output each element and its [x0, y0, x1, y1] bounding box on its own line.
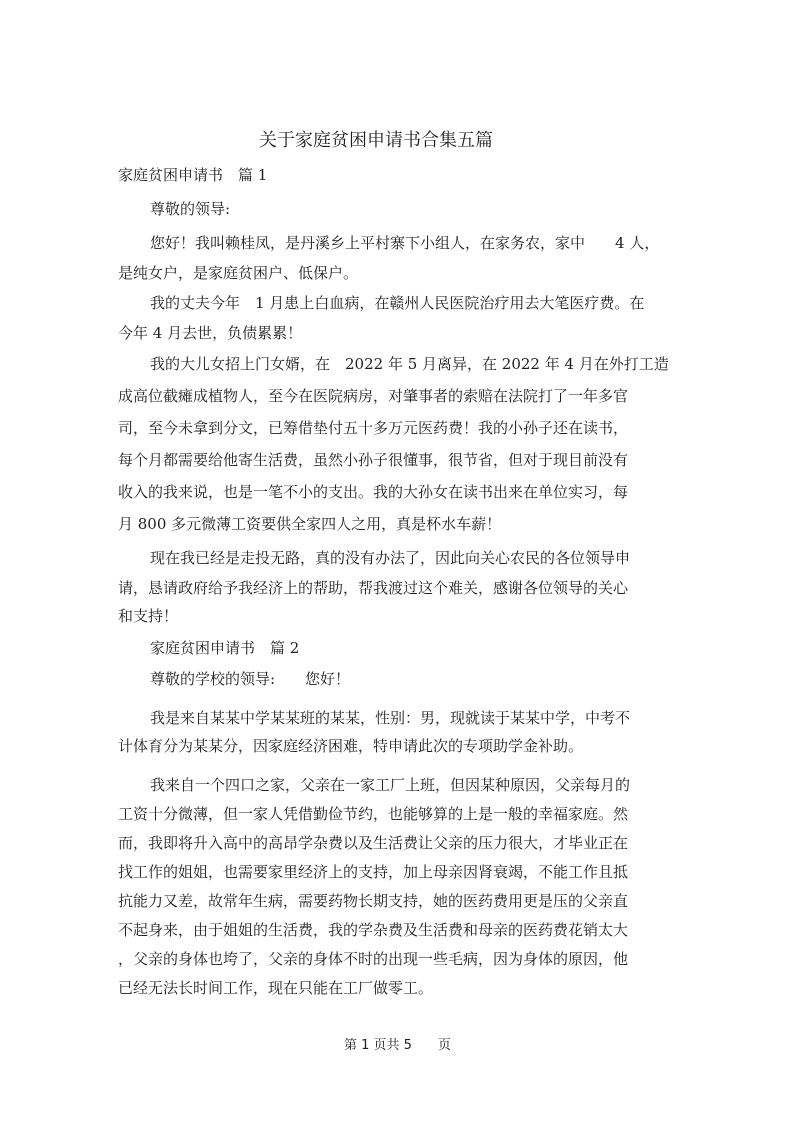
paragraph-line: 找工作的姐姐，也需要家里经济上的支持，加上母亲因肾衰竭，不能工作且抵: [118, 863, 629, 881]
paragraph-line: 是纯女户，是家庭贫困户、低保户。: [118, 264, 359, 282]
paragraph-line: 请，恳请政府给予我经济上的帮助，帮我渡过这个难关，感谢各位领导的关心: [118, 579, 629, 597]
paragraph-line: 成高位截瘫成植物人，至今在医院病房，对肇事者的索赔在法院打了一年多官: [118, 387, 629, 405]
paragraph-line: ，父亲的身体也垮了，父亲的身体不时的出现一些毛病，因为身体的原因，他: [118, 950, 629, 968]
paragraph-line: 已经无法长时间工作，现在只能在工厂做零工。: [118, 979, 434, 997]
paragraph-line: 抗能力又差，故常年生病，需要药物长期支持，她的医药费用更是压的父亲直: [118, 892, 629, 910]
page-footer: 第 1 页共 5 页: [344, 1038, 451, 1053]
paragraph-line: 您好！我叫赖桂凤，是丹溪乡上平村寨下小组人，在家务农，家中 4 人，: [150, 234, 660, 252]
paragraph-line: 每个月都需要给他寄生活费，虽然小孙子很懂事，很节省，但对于现目前没有: [118, 451, 629, 469]
paragraph-line: 月 800 多元微薄工资要供全家四人之用，真是杯水车薪！: [118, 515, 502, 533]
paragraph-line: 计体育分为某某分，因家庭经济困难，特申请此次的专项助学金补助。: [118, 737, 584, 755]
section-heading-2: 家庭贫困申请书 篇 2: [150, 639, 300, 657]
paragraph-line: 而，我即将升入高中的高昂学杂费以及生活费让父亲的压力很大，才毕业正在: [118, 834, 629, 852]
paragraph-line: 和支持！: [118, 607, 179, 625]
salutation: 尊敬的领导:: [150, 200, 231, 218]
salutation: 尊敬的学校的领导: 您好！: [150, 670, 351, 688]
section-heading-1: 家庭贫困申请书 篇 1: [118, 166, 268, 184]
paragraph-line: 现在我已经是走投无路，真的没有办法了，因此向关心农民的各位领导申: [150, 549, 631, 567]
paragraph-line: 司，至今未拿到分文，已筹借垫付五十多万元医药费！我的小孙子还在读书，: [118, 419, 629, 437]
paragraph-line: 收入的我来说，也是一笔不小的支出。我的大孙女在读书出来在单位实习，每: [118, 483, 629, 501]
paragraph-line: 今年 4 月去世，负债累累！: [118, 324, 303, 342]
paragraph-line: 我是来自某某中学某某班的某某，性别：男，现就读于某某中学，中考不: [150, 709, 631, 727]
paragraph-line: 我的丈夫今年 1 月患上白血病，在赣州人民医院治疗用去大笔医疗费。在: [150, 294, 645, 312]
paragraph-line: 工资十分微薄，但一家人凭借勤俭节约，也能够算的上是一般的幸福家庭。然: [118, 805, 629, 823]
document-title: 关于家庭贫困申请书合集五篇: [259, 130, 493, 151]
paragraph-line: 我来自一个四口之家，父亲在一家工厂上班，但因某种原因，父亲每月的: [150, 776, 631, 794]
paragraph-line: 我的大儿女招上门女婿，在 2022 年 5 月离异，在 2022 年 4 月在外打工造: [150, 355, 669, 373]
paragraph-line: 不起身来，由于姐姐的生活费，我的学杂费及生活费和母亲的医药费花销太大: [118, 921, 629, 939]
